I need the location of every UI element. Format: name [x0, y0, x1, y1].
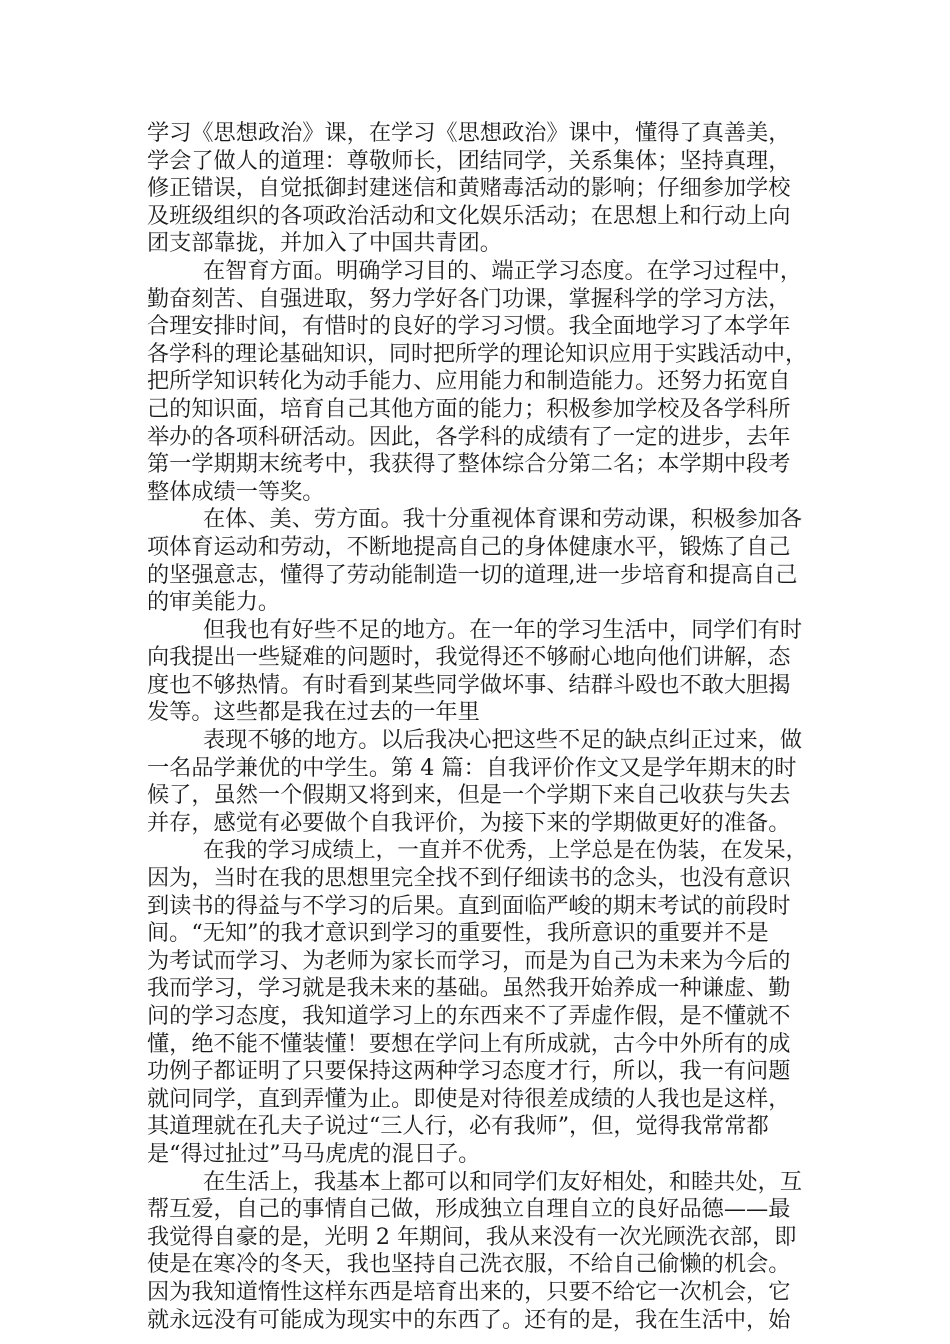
text-line: 发等。这些都是我在过去的一年里 — [147, 699, 480, 726]
text-line: 及班级组织的各项政治活动和文化娱乐活动；在思想上和行动上向 — [147, 202, 791, 229]
text-line: 的审美能力。 — [147, 589, 281, 616]
text-line: 功例子都证明了只要保持这两种学习态度才行，所以，我一有问题 — [147, 1058, 791, 1085]
paragraph-first-line: 在体、美、劳方面。我十分重视体育课和劳动课，积极参加各 — [203, 506, 803, 533]
text-line: 因为，当时在我的思想里完全找不到仔细读书的念头，也没有意识 — [147, 865, 791, 892]
text-line: 的坚强意志，懂得了劳动能制造一切的道理,进一步培育和提高自己 — [147, 561, 798, 588]
text-line: 间。“无知”的我才意识到学习的重要性，我所意识的重要并不是 — [147, 920, 769, 947]
text-line: 帮互爱，自己的事情自己做，形成独立自理自立的良好品德——最 — [147, 1196, 791, 1223]
paragraph-first-line: 表现不够的地方。以后我决心把这些不足的缺点纠正过来，做 — [203, 727, 803, 754]
paragraph-first-line: 在智育方面。明确学习目的、端正学习态度。在学习过程中， — [203, 257, 803, 284]
text-line: 己的知识面，培育自己其他方面的能力；积极参加学校及各学科所 — [147, 395, 791, 422]
text-line: 就永远没有可能成为现实中的东西了。还有的是，我在生活中，始 — [147, 1306, 791, 1333]
text-line: 各学科的理论基础知识，同时把所学的理论知识应用于实践活动中， — [147, 341, 808, 367]
text-line: 一名品学兼优的中学生。第 4 篇：自我评价作文又是学年期末的时 — [147, 754, 797, 781]
text-line: 为考试而学习、为老师为家长而学习，而是为自己为未来为今后的 — [147, 947, 791, 974]
paragraph-first-line: 在我的学习成绩上，一直并不优秀，上学总是在伪装，在发呆， — [203, 838, 808, 864]
text-line: 是“得过扯过”马马虎虎的混日子。 — [147, 1140, 481, 1167]
text-line: 度也不够热情。有时看到某些同学做坏事、结群斗殴也不敢大胆揭 — [147, 671, 791, 698]
text-line: 我觉得自豪的是，光明 2 年期间，我从来没有一次光顾洗衣部，即 — [147, 1223, 797, 1250]
paragraph-first-line: 在生活上，我基本上都可以和同学们友好相处，和睦共处，互 — [203, 1168, 803, 1195]
text-line: 问的学习态度，我知道学习上的东西来不了弄虚作假，是不懂就不 — [147, 1003, 791, 1029]
text-line: 整体成绩一等奖。 — [147, 478, 325, 505]
text-line: 举办的各项科研活动。因此，各学科的成绩有了一定的进步，去年 — [147, 423, 791, 450]
text-line: 把所学知识转化为动手能力、应用能力和制造能力。还努力拓宽自 — [147, 368, 791, 395]
text-line: 使是在寒冷的冬天，我也坚持自己洗衣服，不给自己偷懒的机会。 — [147, 1251, 791, 1278]
text-line: 就问同学，直到弄懂为止。即使是对待很差成绩的人我也是这样， — [147, 1085, 791, 1112]
text-line: 到读书的得益与不学习的后果。直到面临严峻的期末考试的前段时 — [147, 892, 791, 919]
text-line: 勤奋刻苦、自强进取，努力学好各门功课，掌握科学的学习方法， — [147, 285, 791, 312]
text-line: 学会了做人的道理：尊敬师长，团结同学，关系集体；坚持真理， — [147, 147, 791, 174]
text-line: 修正错误，自觉抵御封建迷信和黄赌毒活动的影响；仔细参加学校 — [147, 175, 791, 202]
text-line: 项体育运动和劳动，不断地提高自己的身体健康水平，锻炼了自己 — [147, 533, 791, 560]
text-line: 我而学习，学习就是我未来的基础。虽然我开始养成一种谦虚、勤 — [147, 975, 791, 1002]
text-line: 并存，感觉有必要做个自我评价，为接下来的学期做更好的准备。 — [147, 809, 791, 836]
text-line: 第一学期期末统考中，我获得了整体综合分第二名；本学期中段考 — [147, 451, 791, 478]
text-line: 懂，绝不能不懂装懂！要想在学问上有所成就，古今中外所有的成 — [147, 1030, 791, 1057]
text-line: 因为我知道惰性这样东西是培育出来的，只要不给它一次机会，它 — [147, 1278, 791, 1305]
text-line: 团支部靠拢，并加入了中国共青团。 — [147, 230, 502, 257]
text-line: 学习《思想政治》课，在学习《思想政治》课中，懂得了真善美， — [147, 120, 791, 146]
body-text — [147, 120, 807, 1334]
text-line: 其道理就在孔夫子说过“三人行，必有我师”，但，觉得我常常都 — [147, 1113, 769, 1140]
text-line: 候了，虽然一个假期又将到来，但是一个学期下来自己收获与失去 — [147, 782, 791, 809]
text-line: 合理安排时间，有惜时的良好的学习习惯。我全面地学习了本学年 — [147, 313, 791, 340]
text-line: 向我提出一些疑难的问题时，我觉得还不够耐心地向他们讲解，态 — [147, 644, 791, 671]
paragraph-first-line: 但我也有好些不足的地方。在一年的学习生活中，同学们有时 — [203, 616, 803, 643]
